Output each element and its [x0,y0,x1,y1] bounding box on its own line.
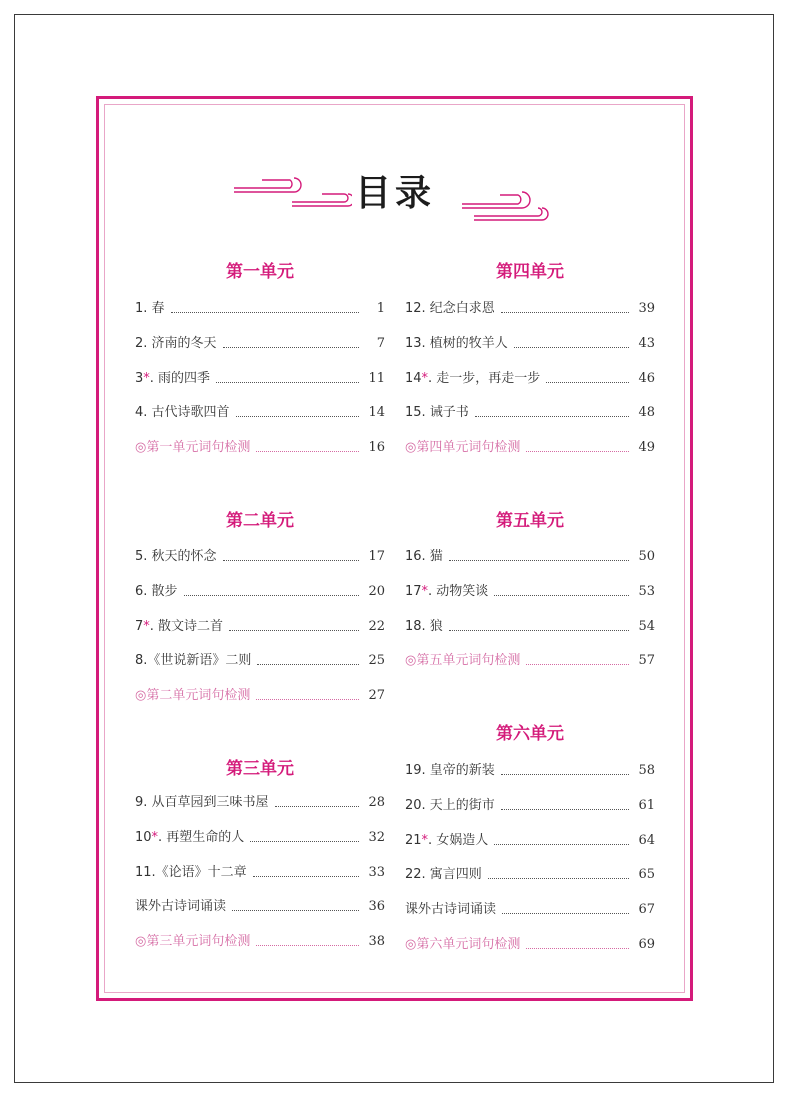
toc-entry[interactable] [135,828,385,848]
entry-number: ◎ [135,934,147,949]
entry-title: . 诫子书 [421,405,469,420]
toc-entry[interactable] [135,897,385,917]
entry-number: ◎ [405,653,417,668]
entry-title: 第三单元词句检测 [146,934,251,949]
entry-title: 第二单元词句检测 [146,688,251,703]
entry-number: 9 [135,795,144,810]
entry-number: 3 [135,371,144,386]
entry-title: . 散文诗二首 [149,619,224,634]
dot-leader [494,595,629,596]
page-number: 61 [638,798,655,813]
entry-number: 8 [135,653,144,668]
unit-heading: 第五单元 [496,511,564,531]
toc-entry[interactable] [405,831,655,851]
page-number: 33 [368,865,385,880]
toc-entry[interactable] [405,547,655,567]
entry-title: . 再塑生命的人 [158,830,245,845]
entry-title: .《论语》十二章 [151,865,247,880]
toc-entry[interactable] [135,403,385,423]
toc-entry[interactable] [135,369,385,389]
dot-leader [250,841,359,842]
optional-marker: * [143,619,150,634]
dot-leader [526,451,629,452]
optional-marker: * [151,830,159,845]
toc-entry[interactable] [135,582,385,602]
entry-number: 21 [405,833,422,848]
entry-title: . 天上的街市 [421,798,495,813]
entry-title: . 春 [143,301,165,316]
page-number: 39 [638,301,655,316]
toc-entry[interactable] [135,651,385,671]
page-number: 11 [368,371,385,386]
entry-number: 14 [405,371,422,386]
toc-entry[interactable] [405,334,655,354]
entry-number: 11 [135,865,152,880]
optional-marker: * [143,371,150,386]
entry-title: . 寓言四则 [421,867,482,882]
page-number: 14 [368,405,385,420]
dot-leader [253,876,359,877]
page-number: 69 [638,937,655,952]
optional-marker: * [421,584,429,599]
entry-number: 10 [135,830,152,845]
entry-number: ◎ [405,440,417,455]
dot-leader [501,809,629,810]
dot-leader [257,664,359,665]
toc-entry[interactable] [405,369,655,389]
page-number: 49 [638,440,655,455]
entry-number: 19 [405,763,422,778]
entry-title: . 皇帝的新装 [421,763,495,778]
entry-number: 17 [405,584,422,599]
toc-review-entry[interactable] [135,438,385,458]
toc-entry[interactable] [405,403,655,423]
entry-title: 第五单元词句检测 [416,653,521,668]
dot-leader [229,630,359,631]
entry-title: 第六单元词句检测 [416,937,521,952]
dot-leader [275,806,359,807]
entry-title: . 雨的四季 [149,371,211,386]
entry-number: 20 [405,798,422,813]
dot-leader [546,382,629,383]
dot-leader [449,560,629,561]
unit-heading: 第四单元 [496,262,564,282]
page-number: 32 [368,830,385,845]
entry-title: .《世说新语》二则 [143,653,252,668]
entry-title: 课外古诗词诵读 [135,899,227,914]
page-number: 25 [368,653,385,668]
dot-leader [216,382,359,383]
entry-title: . 纪念白求恩 [421,301,495,316]
toc-entry[interactable] [135,793,385,813]
dot-leader [171,312,359,313]
toc-review-entry[interactable] [135,686,385,706]
page-number: 36 [368,899,385,914]
toc-review-entry[interactable] [405,651,655,671]
dot-leader [501,774,629,775]
page-number: 38 [368,934,385,949]
dot-leader [502,913,629,914]
toc-entry[interactable] [135,547,385,567]
entry-title: . 植树的牧羊人 [421,336,508,351]
entry-number: ◎ [135,440,147,455]
entry-title: . 走一步，再走一步 [428,371,541,386]
page-number: 7 [376,336,385,351]
entry-number: 1 [135,301,144,316]
toc-entry[interactable] [405,761,655,781]
entry-title: . 古代诗歌四首 [143,405,230,420]
page-number: 48 [638,405,655,420]
entry-number: ◎ [405,937,417,952]
page-number: 46 [638,371,655,386]
toc-entry[interactable] [405,582,655,602]
page-number: 20 [368,584,385,599]
entry-title: 第一单元词句检测 [146,440,251,455]
entry-title: . 动物笑谈 [428,584,489,599]
page-number: 53 [638,584,655,599]
toc-entry[interactable] [405,617,655,637]
entry-title: . 济南的冬天 [143,336,217,351]
dot-leader [475,416,629,417]
page-number: 57 [638,653,655,668]
page-number: 16 [368,440,385,455]
entry-number: 22 [405,867,422,882]
entry-title: 课外古诗词诵读 [405,902,497,917]
dot-leader [184,595,359,596]
entry-title: . 狼 [421,619,443,634]
unit-heading: 第三单元 [226,759,294,779]
toc-entry[interactable] [135,863,385,883]
entry-number: 12 [405,301,422,316]
page-number: 64 [638,833,655,848]
toc-entry[interactable] [405,900,655,920]
entry-number: 7 [135,619,144,634]
toc-entry[interactable] [135,299,385,319]
unit-heading: 第二单元 [226,511,294,531]
dot-leader [514,347,629,348]
entry-title: 第四单元词句检测 [416,440,521,455]
entry-title: . 女娲造人 [428,833,489,848]
optional-marker: * [421,371,429,386]
toc-review-entry[interactable] [405,935,655,955]
dot-leader [494,844,629,845]
page-number: 28 [368,795,385,810]
dot-leader [232,910,359,911]
toc-entry[interactable] [405,865,655,885]
entry-number: 6 [135,584,144,599]
entry-number: 4 [135,405,144,420]
entry-title: . 猫 [421,549,443,564]
page-number: 54 [638,619,655,634]
toc-entry[interactable] [135,617,385,637]
entry-number: ◎ [135,688,147,703]
dot-leader [256,451,359,452]
optional-marker: * [421,833,429,848]
entry-number: 2 [135,336,144,351]
toc-review-entry[interactable] [405,438,655,458]
entry-title: . 散步 [143,584,178,599]
dot-leader [526,664,629,665]
page-number: 58 [638,763,655,778]
entry-title: . 从百草园到三味书屋 [143,795,269,810]
unit-heading: 第一单元 [226,262,294,282]
page-number: 65 [638,867,655,882]
page-number: 1 [376,301,385,316]
dot-leader [256,699,359,700]
page-number: 27 [368,688,385,703]
page-title: 目录 [354,172,435,214]
unit-heading: 第六单元 [496,724,564,744]
toc-entry[interactable] [135,334,385,354]
dot-leader [223,560,359,561]
page-number: 22 [368,619,385,634]
entry-number: 5 [135,549,144,564]
dot-leader [236,416,359,417]
page-number: 43 [638,336,655,351]
toc-review-entry[interactable] [135,932,385,952]
dot-leader [449,630,629,631]
entry-number: 15 [405,405,422,420]
dot-leader [223,347,359,348]
page-number: 50 [638,549,655,564]
entry-number: 16 [405,549,422,564]
dot-leader [501,312,629,313]
dot-leader [256,945,359,946]
page-number: 17 [368,549,385,564]
entry-number: 18 [405,619,422,634]
entry-number: 13 [405,336,422,351]
page-number: 67 [638,902,655,917]
entry-title: . 秋天的怀念 [143,549,217,564]
dot-leader [526,948,629,949]
toc-entry[interactable] [405,299,655,319]
toc-entry[interactable] [405,796,655,816]
dot-leader [488,878,629,879]
